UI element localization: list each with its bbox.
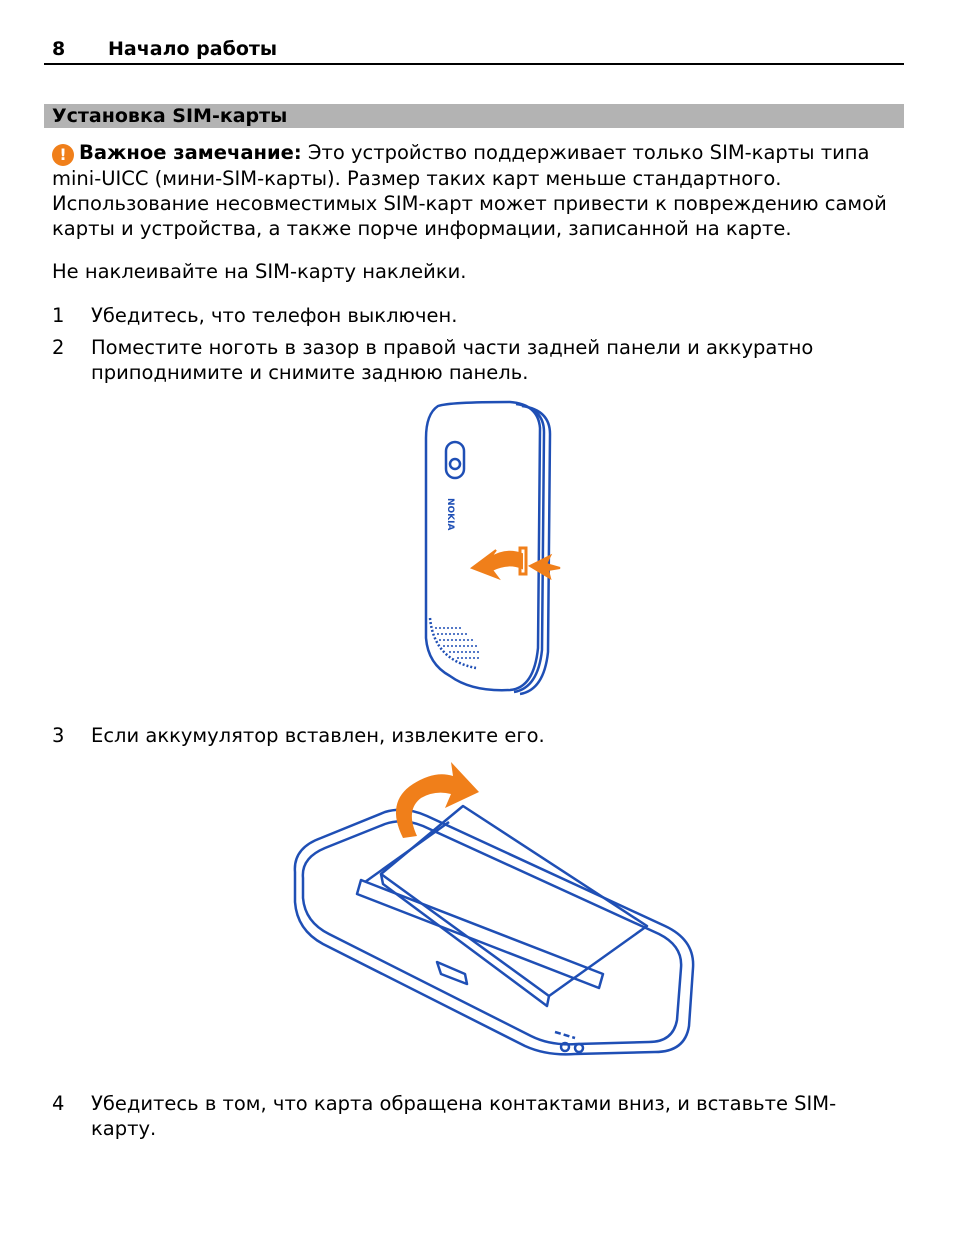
- step-number: 4: [52, 1092, 65, 1115]
- warning-icon: !: [52, 144, 74, 166]
- section-title: Установка SIM-карты: [52, 105, 288, 127]
- battery-removal-illustration: [285, 762, 705, 1067]
- step-text: Поместите ноготь в зазор в правой части задней панели и аккуратно приподнимите и снимите заднюю панель.: [91, 336, 814, 384]
- step-text: Если аккумулятор вставлен, извлеките его.: [91, 724, 545, 747]
- chapter-title: Начало работы: [108, 38, 278, 60]
- phone-back-cover-illustration: [410, 398, 570, 698]
- note-text: Это устройство поддерживает только SIM-карты типа mini-UICC (мини-SIM-карты). Размер таких карт меньше стандартного. Использование несовместимых SIM-карт может привести к повреждению самой карты и устройства, а также порче информации, записанной на карте.: [52, 141, 887, 240]
- section-heading-bar: [44, 104, 904, 128]
- release-arrow-icons: [472, 548, 560, 578]
- phone-brand-logo: NOKIA: [445, 498, 455, 531]
- dot-grille: [435, 627, 479, 659]
- important-note: [52, 140, 902, 241]
- step-number: 3: [52, 724, 65, 747]
- page-header: [44, 36, 904, 65]
- step-number: 2: [52, 336, 65, 359]
- step-text: Убедитесь в том, что карта обращена контактами вниз, и вставьте SIM-карту.: [91, 1092, 837, 1140]
- page-number: 8: [52, 38, 66, 60]
- step-text: Убедитесь, что телефон выключен.: [91, 304, 458, 327]
- step-number: 1: [52, 304, 65, 327]
- note-label: Важное замечание:: [79, 141, 302, 164]
- sticker-note: Не наклеивайте на SIM-карту наклейки.: [52, 260, 467, 283]
